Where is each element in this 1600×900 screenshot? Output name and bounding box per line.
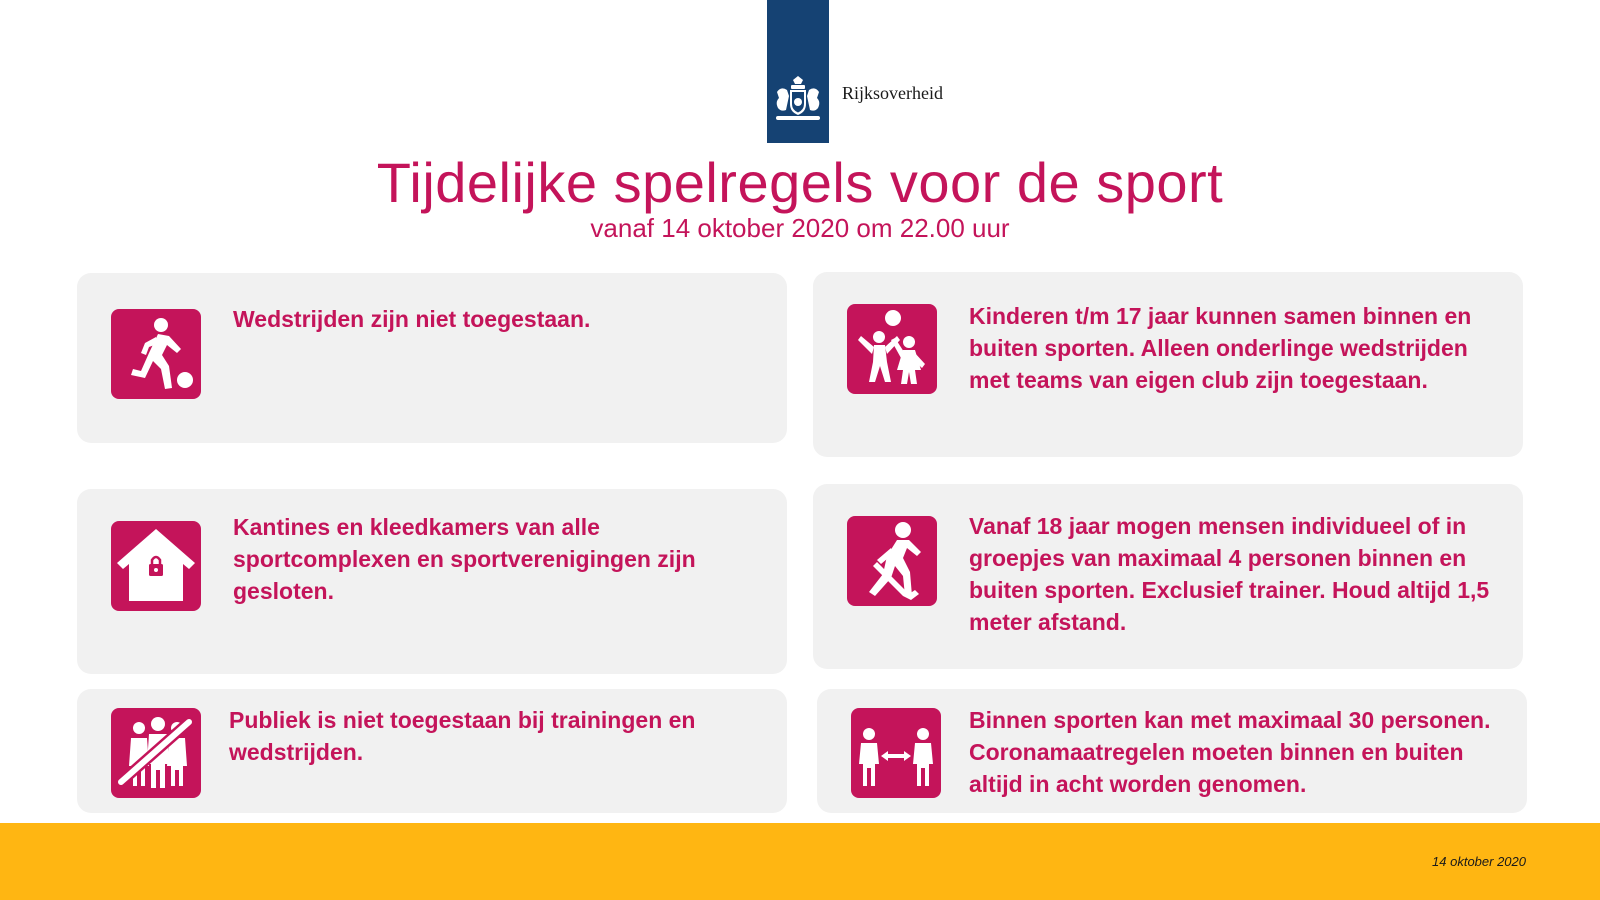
logo-bar — [767, 0, 829, 143]
rule-text: Vanaf 18 jaar mogen mensen individueel of in groepjes van maximaal 4 personen binnen en buiten sporten. Exclusief trainer. Houd altijd 1,5 meter afstand. — [969, 513, 1490, 635]
rule-text: Wedstrijden zijn niet toegestaan. — [233, 306, 591, 332]
icon-tile — [847, 516, 937, 606]
soccer-player-icon — [111, 309, 201, 399]
icon-tile — [111, 309, 201, 399]
locked-house-icon — [111, 521, 201, 611]
coat-of-arms-icon — [771, 76, 825, 126]
rule-text: Kantines en kleedkamers van alle sportcomplexen en sportverenigingen zijn gesloten. — [233, 514, 696, 604]
rule-text: Binnen sporten kan met maximaal 30 personen. Coronamaatregelen moeten binnen en buiten altijd in acht worden genomen. — [969, 707, 1491, 797]
children-playing-icon — [847, 304, 937, 394]
logo-text: Rijksoverheid — [842, 83, 943, 103]
rule-text: Kinderen t/m 17 jaar kunnen samen binnen en buiten sporten. Alleen onderlinge wedstrijden met teams van eigen club zijn toegestaan. — [969, 303, 1472, 393]
page-title: Tijdelijke spelregels voor de sport — [376, 151, 1224, 214]
rule-text: Publiek is niet toegestaan bij trainingen en wedstrijden. — [229, 707, 696, 765]
footer-date: 14 oktober 2020 — [1432, 854, 1526, 869]
page-subtitle: vanaf 14 oktober 2020 om 22.00 uur — [590, 213, 1010, 243]
icon-tile — [111, 708, 201, 798]
rule-card-adults — [813, 484, 1523, 669]
icon-tile — [111, 521, 201, 611]
rule-card-children — [813, 272, 1523, 457]
icon-tile — [847, 304, 937, 394]
no-audience-icon — [111, 708, 201, 798]
icon-tile — [851, 708, 941, 798]
rule-card-audience — [77, 689, 787, 813]
footer-bar — [0, 823, 1600, 900]
rule-card-indoor — [817, 689, 1527, 813]
rule-card-canteens — [77, 489, 787, 674]
hockey-player-icon — [847, 516, 937, 606]
rule-card-competitions — [77, 273, 787, 443]
distance-icon — [851, 708, 941, 798]
